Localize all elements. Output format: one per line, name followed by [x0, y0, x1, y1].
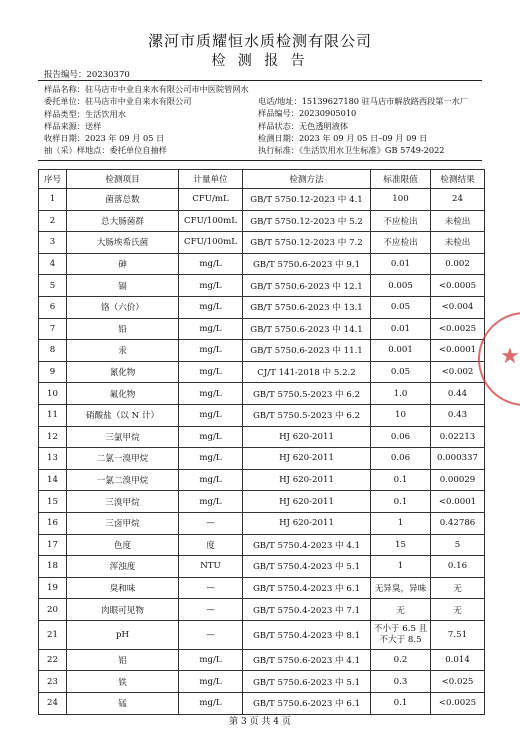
- table-cell: 0.00029: [431, 469, 485, 491]
- table-row: [39, 210, 485, 232]
- table-cell: GB/T 5750.6-2023 中 5.1: [243, 671, 371, 693]
- table-cell: 1.0: [371, 383, 431, 405]
- table-cell: 未检出: [431, 232, 485, 254]
- table-cell: GB/T 5750.4-2023 中 7.1: [243, 599, 371, 621]
- document-title: 检 测 报 告: [211, 53, 309, 69]
- table-row: [39, 253, 485, 275]
- header-rule: [38, 80, 482, 81]
- table-cell: <0.0001: [431, 340, 485, 362]
- company-name: 漯河市质耀恒水质检测有限公司: [147, 32, 372, 50]
- table-cell: 大肠埃希氏菌: [67, 232, 179, 254]
- table-cell: CFU/mL: [179, 189, 243, 211]
- info-row: [44, 95, 249, 107]
- table-cell: 0.01: [371, 318, 431, 340]
- info-label: 样品名称：: [44, 84, 85, 94]
- table-header-row: [39, 170, 485, 189]
- table-cell: HJ 620-2011: [243, 512, 371, 534]
- table-cell: 锰: [67, 693, 179, 715]
- table-cell: <0.004: [431, 296, 485, 318]
- info-rule: [38, 160, 482, 161]
- info-value: 驻马店市中业自来水有限公司: [84, 96, 192, 107]
- table-cell: 镉: [67, 275, 179, 297]
- table-cell: 5: [431, 534, 485, 556]
- table-cell: 21: [39, 620, 67, 649]
- table-cell: 0.2: [371, 649, 431, 671]
- info-value: 生活饮用水: [84, 108, 126, 119]
- info-row: [44, 120, 249, 132]
- column-header: 检测结果: [431, 170, 485, 189]
- table-cell: 12: [39, 426, 67, 448]
- table-cell: 0.3: [371, 671, 431, 693]
- table-cell: 铅: [67, 318, 179, 340]
- table-row: [39, 404, 485, 426]
- table-cell: 23: [39, 671, 67, 693]
- table-row: [39, 671, 485, 693]
- table-cell: GB/T 5750.12-2023 中 4.1: [243, 189, 371, 211]
- table-cell: CFU/100mL: [179, 232, 243, 254]
- table-row: [39, 599, 485, 621]
- table-cell: 肉眼可见物: [67, 599, 179, 621]
- info-row: [258, 120, 468, 132]
- table-cell: 三溴甲烷: [67, 491, 179, 513]
- table-cell: 7.51: [431, 620, 485, 649]
- table-cell: 无异臭，异味: [371, 577, 431, 599]
- table-cell: 砷: [67, 253, 179, 275]
- table-cell: 6: [39, 296, 67, 318]
- info-label: 样品编号：: [258, 108, 299, 119]
- table-cell: 未检出: [431, 210, 485, 232]
- table-cell: 0.002: [431, 253, 485, 275]
- table-cell: CJ/T 141-2018 中 5.2.2: [243, 361, 371, 383]
- table-row: [39, 491, 485, 513]
- table-cell: mg/L: [179, 404, 243, 426]
- table-cell: 22: [39, 649, 67, 671]
- table-cell: 不应检出: [371, 210, 431, 232]
- info-row: [258, 144, 468, 156]
- table-cell: <0.0001: [431, 491, 485, 513]
- table-row: [39, 620, 485, 649]
- table-cell: NTU: [179, 556, 243, 578]
- table-cell: GB/T 5750.6-2023 中 9.1: [243, 253, 371, 275]
- table-cell: 0.1: [371, 491, 431, 513]
- table-cell: pH: [67, 620, 179, 649]
- table-cell: 18: [39, 556, 67, 578]
- table-row: [39, 577, 485, 599]
- table-cell: 无: [431, 599, 485, 621]
- table-cell: 10: [39, 383, 67, 405]
- table-cell: 铁: [67, 671, 179, 693]
- info-row: [44, 132, 249, 144]
- table-cell: 总大肠菌群: [67, 210, 179, 232]
- info-row: [44, 144, 249, 156]
- table-cell: <0.0005: [431, 275, 485, 297]
- table-cell: 15: [39, 491, 67, 513]
- table-cell: 0.014: [431, 649, 485, 671]
- table-row: [39, 361, 485, 383]
- table-cell: 0.43: [431, 404, 485, 426]
- info-row: [258, 107, 468, 119]
- table-cell: 浑浊度: [67, 556, 179, 578]
- info-label: 执行标准：: [258, 145, 299, 156]
- table-cell: 色度: [67, 534, 179, 556]
- table-cell: 19: [39, 577, 67, 599]
- table-cell: 2: [39, 210, 67, 232]
- info-label: 样品类型：: [44, 108, 85, 119]
- table-cell: mg/L: [179, 275, 243, 297]
- table-cell: mg/L: [179, 361, 243, 383]
- info-row: [44, 83, 249, 95]
- table-cell: 5: [39, 275, 67, 297]
- table-cell: 11: [39, 404, 67, 426]
- table-cell: 铝: [67, 649, 179, 671]
- table-cell: GB/T 5750.6-2023 中 6.1: [243, 693, 371, 715]
- info-label: 样品来源：: [44, 120, 85, 131]
- column-header: 标准限值: [371, 170, 431, 189]
- info-value: 2023 年 09 月 05 日–09 月 09 日: [298, 132, 428, 143]
- table-cell: mg/L: [179, 469, 243, 491]
- table-cell: 硝酸盐（以 N 计）: [67, 404, 179, 426]
- table-cell: GB/T 5750.12-2023 中 7.2: [243, 232, 371, 254]
- table-cell: GB/T 5750.4-2023 中 6.1: [243, 577, 371, 599]
- table-cell: 三氯甲烷: [67, 426, 179, 448]
- table-row: [39, 275, 485, 297]
- info-row: [258, 95, 468, 107]
- table-cell: 10: [371, 404, 431, 426]
- results-table: [38, 169, 485, 715]
- table-cell: 0.05: [371, 296, 431, 318]
- info-value: 驻马店市中业自来水有限公司市中医院管网水: [84, 84, 249, 94]
- table-cell: 一氯二溴甲烷: [67, 469, 179, 491]
- table-cell: 15: [371, 534, 431, 556]
- table-cell: 铬（六价）: [67, 296, 179, 318]
- column-header: 序号: [39, 170, 67, 189]
- table-cell: GB/T 5750.4-2023 中 5.1: [243, 556, 371, 578]
- info-value: 15139627180 驻马店市解放路西段第一水厂: [301, 96, 469, 106]
- table-cell: 无: [431, 577, 485, 599]
- table-cell: 1: [371, 556, 431, 578]
- table-cell: GB/T 5750.6-2023 中 4.1: [243, 649, 371, 671]
- table-cell: 14: [39, 469, 67, 491]
- table-row: [39, 340, 485, 362]
- table-cell: 0.001: [371, 340, 431, 362]
- table-cell: GB/T 5750.6-2023 中 13.1: [243, 296, 371, 318]
- report-number: [44, 68, 130, 80]
- table-cell: mg/L: [179, 318, 243, 340]
- table-cell: <0.0025: [431, 318, 485, 340]
- table-row: [39, 189, 485, 211]
- table-cell: 0.1: [371, 693, 431, 715]
- table-cell: 三卤甲烷: [67, 512, 179, 534]
- info-label: 电话/地址：: [258, 96, 302, 106]
- table-row: [39, 556, 485, 578]
- table-row: [39, 512, 485, 534]
- table-cell: 0.16: [431, 556, 485, 578]
- table-row: [39, 693, 485, 715]
- table-row: [39, 232, 485, 254]
- table-row: [39, 469, 485, 491]
- table-cell: —: [179, 620, 243, 649]
- table-cell: 二氯一溴甲烷: [67, 448, 179, 470]
- table-cell: <0.0025: [431, 693, 485, 715]
- info-row: [44, 108, 249, 120]
- info-label: 收样日期：: [44, 133, 85, 144]
- table-cell: —: [179, 577, 243, 599]
- table-cell: 度: [179, 534, 243, 556]
- info-label: 检测日期：: [258, 132, 299, 143]
- table-cell: 13: [39, 448, 67, 470]
- info-value: 《生活饮用水卫生标准》GB 5749-2022: [298, 145, 445, 156]
- info-value: 委托单位自抽样: [109, 145, 167, 156]
- table-row: [39, 318, 485, 340]
- table-cell: GB/T 5750.4-2023 中 4.1: [243, 534, 371, 556]
- table-cell: mg/L: [179, 649, 243, 671]
- table-cell: 不应检出: [371, 232, 431, 254]
- report-number-label: 报告编号：: [44, 70, 87, 80]
- table-row: [39, 534, 485, 556]
- report-number-value: 20230370: [86, 70, 130, 80]
- table-cell: <0.002: [431, 361, 485, 383]
- table-cell: HJ 620-2011: [243, 426, 371, 448]
- table-row: [39, 426, 485, 448]
- table-cell: 0.02213: [431, 426, 485, 448]
- table-cell: 3: [39, 232, 67, 254]
- table-row: [39, 296, 485, 318]
- table-cell: 0.06: [371, 426, 431, 448]
- table-cell: 0.01: [371, 253, 431, 275]
- table-cell: 不小于 6.5 且不大于 8.5: [371, 620, 431, 649]
- table-cell: 菌落总数: [67, 189, 179, 211]
- table-cell: —: [179, 599, 243, 621]
- table-cell: mg/L: [179, 491, 243, 513]
- info-label: 抽（采）样地点：: [44, 145, 110, 156]
- table-row: [39, 649, 485, 671]
- table-cell: 1: [39, 189, 67, 211]
- page-footer: 第 3 页 共 4 页: [229, 717, 291, 727]
- table-cell: mg/L: [179, 671, 243, 693]
- table-cell: —: [179, 512, 243, 534]
- table-cell: 臭和味: [67, 577, 179, 599]
- info-value: 送样: [84, 120, 102, 131]
- column-header: 检测项目: [67, 170, 179, 189]
- table-cell: 24: [39, 693, 67, 715]
- table-cell: mg/L: [179, 426, 243, 448]
- info-row: [258, 132, 468, 144]
- table-cell: 氟化物: [67, 383, 179, 405]
- column-header: 计量单位: [179, 170, 243, 189]
- table-cell: 无: [371, 599, 431, 621]
- table-cell: mg/L: [179, 383, 243, 405]
- table-cell: 0.005: [371, 275, 431, 297]
- table-cell: GB/T 5750.6-2023 中 12.1: [243, 275, 371, 297]
- table-cell: HJ 620-2011: [243, 491, 371, 513]
- table-cell: GB/T 5750.5-2023 中 6.2: [243, 404, 371, 426]
- table-cell: 100: [371, 189, 431, 211]
- info-value: 20230905010: [298, 108, 357, 119]
- seal-star-icon: ★: [500, 344, 520, 369]
- info-value: 无色透明液体: [298, 120, 349, 131]
- table-row: [39, 448, 485, 470]
- table-cell: HJ 620-2011: [243, 469, 371, 491]
- table-cell: 9: [39, 361, 67, 383]
- table-cell: 24: [431, 189, 485, 211]
- table-cell: 0.1: [371, 469, 431, 491]
- table-cell: 0.05: [371, 361, 431, 383]
- table-cell: <0.025: [431, 671, 485, 693]
- table-cell: mg/L: [179, 448, 243, 470]
- table-cell: GB/T 5750.4-2023 中 8.1: [243, 620, 371, 649]
- table-cell: mg/L: [179, 693, 243, 715]
- info-label: 委托单位：: [44, 96, 85, 107]
- table-cell: 1: [371, 512, 431, 534]
- table-cell: GB/T 5750.6-2023 中 14.1: [243, 318, 371, 340]
- info-value: 2023 年 09 月 05 日: [84, 133, 165, 144]
- table-cell: mg/L: [179, 296, 243, 318]
- table-cell: mg/L: [179, 340, 243, 362]
- table-cell: GB/T 5750.6-2023 中 11.1: [243, 340, 371, 362]
- column-header: 检测方法: [243, 170, 371, 189]
- table-cell: 汞: [67, 340, 179, 362]
- table-cell: GB/T 5750.12-2023 中 5.2: [243, 210, 371, 232]
- table-cell: 0.42786: [431, 512, 485, 534]
- table-cell: 0.000337: [431, 448, 485, 470]
- table-cell: 0.44: [431, 383, 485, 405]
- sample-info-left: [44, 83, 249, 157]
- table-body: [39, 189, 485, 715]
- table-cell: 4: [39, 253, 67, 275]
- table-cell: CFU/100mL: [179, 210, 243, 232]
- table-cell: 0.06: [371, 448, 431, 470]
- table-cell: GB/T 5750.5-2023 中 6.2: [243, 383, 371, 405]
- table-cell: mg/L: [179, 253, 243, 275]
- table-cell: 8: [39, 340, 67, 362]
- table-cell: 7: [39, 318, 67, 340]
- sample-info-right: [258, 95, 468, 156]
- table-cell: 20: [39, 599, 67, 621]
- info-label: 样品状态：: [258, 120, 299, 131]
- table-cell: 氰化物: [67, 361, 179, 383]
- table-row: [39, 383, 485, 405]
- table-cell: HJ 620-2011: [243, 448, 371, 470]
- table-cell: 17: [39, 534, 67, 556]
- table-cell: 16: [39, 512, 67, 534]
